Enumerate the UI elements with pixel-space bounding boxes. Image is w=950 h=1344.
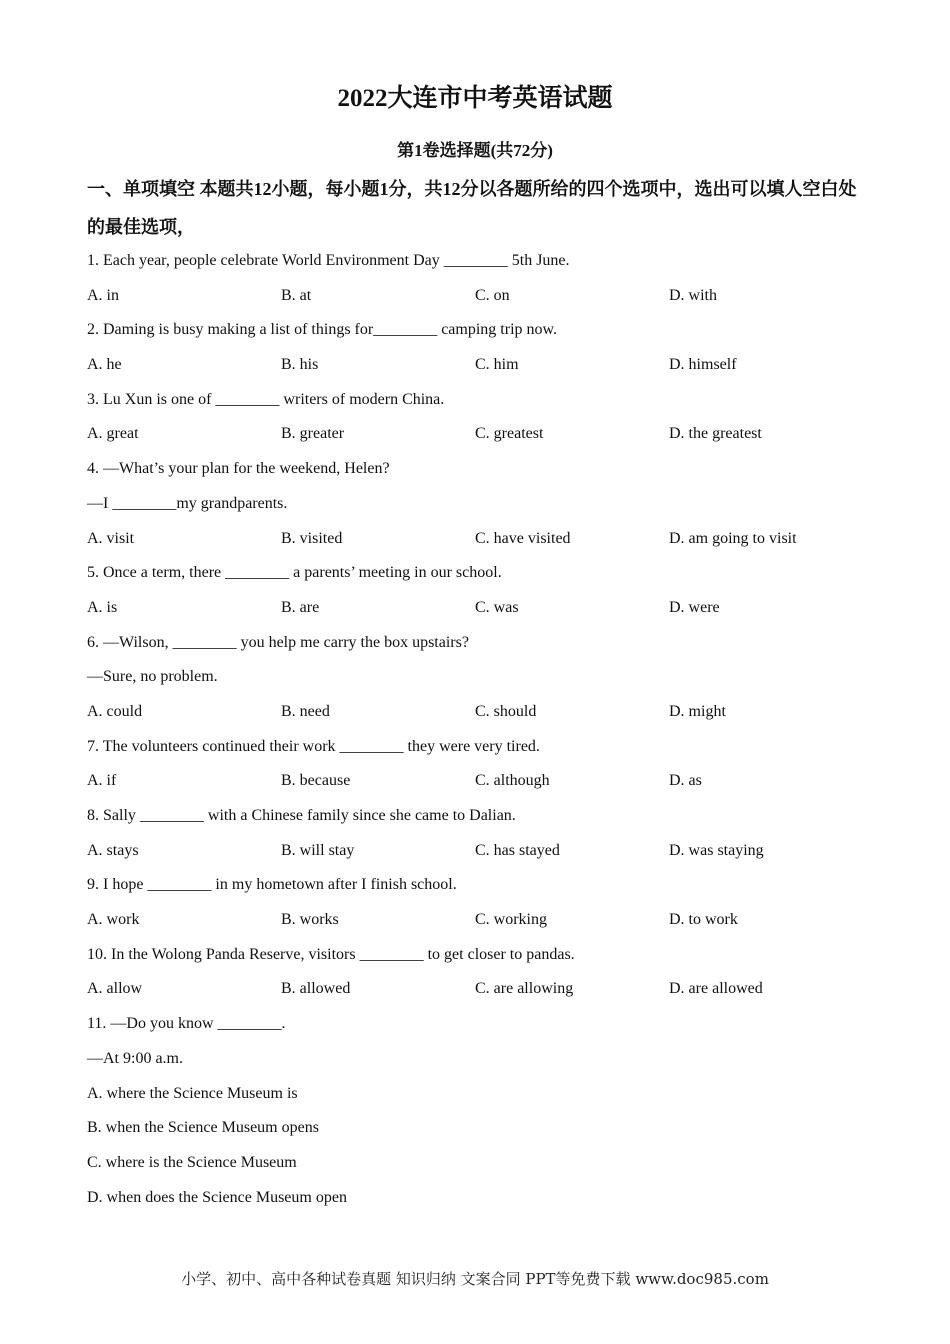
option-b: B. allowed xyxy=(281,980,351,998)
option-a: A. visit xyxy=(87,529,135,547)
question-stem: 8. Sally ________ with a Chinese family since she came to Dalian. xyxy=(87,807,516,824)
option-c: C. should xyxy=(475,702,537,720)
option-d: D. was staying xyxy=(669,841,764,859)
question-dialogue-line: —I ________my grandparents. xyxy=(87,494,288,512)
question-dialogue-line: —Sure, no problem. xyxy=(87,668,218,686)
option-c: C. him xyxy=(475,356,519,374)
option-d: D. am going to visit xyxy=(669,529,797,547)
option-d: D. might xyxy=(669,702,726,720)
option-b: B. works xyxy=(281,911,339,929)
option-a: A. could xyxy=(87,702,143,720)
option-b: B. greater xyxy=(281,425,345,443)
option-c: C. greatest xyxy=(475,425,544,443)
question-stem: 10. In the Wolong Panda Reserve, visitors ________ to get closer to pandas. xyxy=(87,945,575,963)
question-stem: 2. Daming is busy making a list of things for________ camping trip now. xyxy=(87,321,558,339)
question-stem: 5. Once a term, there ________ a parents’ meeting in our school. xyxy=(87,564,502,582)
question-stem: 3. Lu Xun is one of ________ writers of modern China. xyxy=(87,390,445,408)
question-dialogue-line: —At 9:00 a.m. xyxy=(87,1049,183,1067)
option-a: A. work xyxy=(87,911,140,929)
question-stem: 4. —What’s your plan for the weekend, Helen? xyxy=(87,460,390,478)
option-b: B. are xyxy=(281,598,320,616)
option-d: D. himself xyxy=(669,356,737,374)
option-c: C. on xyxy=(475,286,510,304)
option-d: D. with xyxy=(669,286,717,304)
section-heading: 一、单项填空 本题共12小题，每小题1分，共12分以各题所给的四个选项中，选出可以填人空白处的最佳选项， xyxy=(87,179,857,237)
option-row xyxy=(87,526,877,561)
option-row xyxy=(87,352,877,387)
option-row xyxy=(87,595,877,630)
question-stem: 9. I hope ________ in my hometown after I finish school. xyxy=(87,876,457,894)
question-stem: 11. —Do you know ________. xyxy=(87,1015,286,1033)
option-b: B. when the Science Museum opens xyxy=(87,1119,319,1137)
option-row xyxy=(87,838,877,873)
page-footer: 小学、初中、高中各种试卷真题 知识归纳 文案合同 PPT等免费下载 www.doc985.com xyxy=(181,1270,769,1288)
option-d: D. the greatest xyxy=(669,425,762,443)
option-d: D. to work xyxy=(669,911,738,929)
option-row xyxy=(87,421,877,456)
option-b: B. visited xyxy=(281,529,343,547)
option-c: C. has stayed xyxy=(475,841,560,859)
option-c: C. where is the Science Museum xyxy=(87,1153,297,1171)
option-c: C. working xyxy=(475,911,547,929)
option-row xyxy=(87,976,877,1011)
option-b: B. will stay xyxy=(281,841,355,859)
question-stem: 1. Each year, people celebrate World Environment Day ________ 5th June. xyxy=(87,252,570,269)
question-stem: 6. —Wilson, ________ you help me carry the box upstairs? xyxy=(87,633,469,651)
option-a: A. in xyxy=(87,286,119,304)
option-row xyxy=(87,283,877,318)
option-b: B. because xyxy=(281,772,351,790)
option-a: A. where the Science Museum is xyxy=(87,1084,298,1102)
option-d: D. when does the Science Museum open xyxy=(87,1188,347,1206)
option-b: B. his xyxy=(281,356,319,374)
question-list xyxy=(87,248,877,1219)
page-title: 2022大连市中考英语试题 xyxy=(337,85,613,112)
option-d: D. are allowed xyxy=(669,980,763,998)
option-c: C. although xyxy=(475,772,550,790)
option-a: A. stays xyxy=(87,841,139,859)
option-a: A. allow xyxy=(87,980,143,998)
option-row xyxy=(87,699,877,734)
option-c: C. are allowing xyxy=(475,980,574,998)
option-b: B. at xyxy=(281,286,312,304)
section-subtitle: 第1卷选择题(共72分) xyxy=(397,141,553,160)
option-b: B. need xyxy=(281,702,330,720)
option-d: D. as xyxy=(669,772,702,790)
option-c: C. was xyxy=(475,598,519,616)
option-c: C. have visited xyxy=(475,529,571,547)
option-a: A. is xyxy=(87,598,118,616)
question-stem: 7. The volunteers continued their work ________ they were very tired. xyxy=(87,737,540,755)
option-row xyxy=(87,768,877,803)
option-a: A. if xyxy=(87,772,117,790)
option-a: A. he xyxy=(87,356,122,374)
option-d: D. were xyxy=(669,598,720,616)
option-a: A. great xyxy=(87,425,139,443)
option-row xyxy=(87,907,877,942)
